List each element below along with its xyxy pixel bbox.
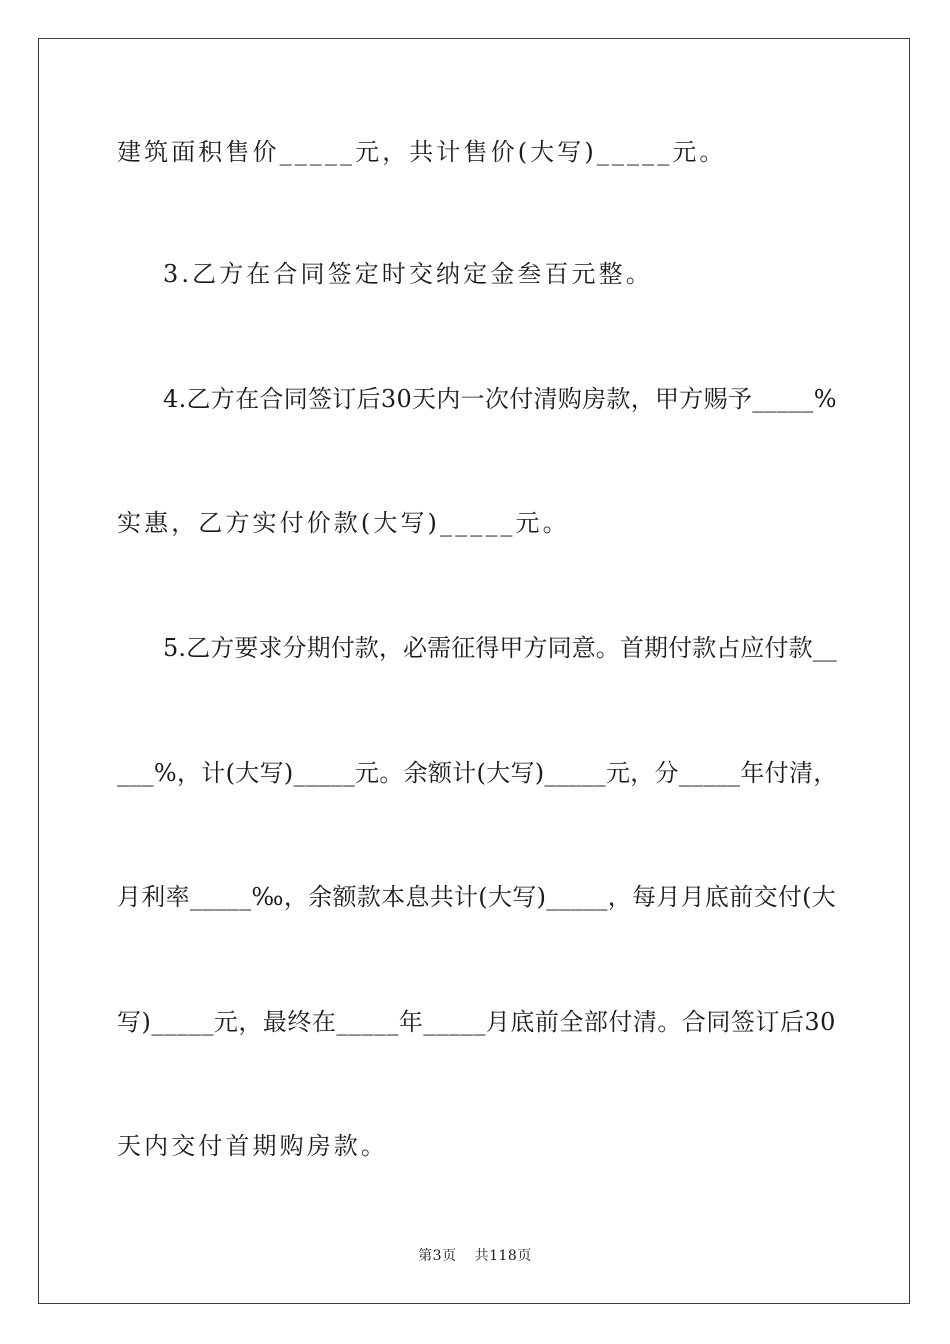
page-footer [0, 1246, 950, 1266]
page-total: 共118页 [474, 1248, 532, 1264]
text-line-7: 月利率_____‰，余额款本息共计(大写)_____，每月月底前交付(大 [117, 883, 837, 911]
text-line-4: 实惠，乙方实付价款(大写)_____元。 [117, 509, 570, 537]
text-line-6: ___%，计(大写)_____元。余额计(大写)_____元，分_____年付清， [117, 759, 838, 787]
page-number: 第3页 [418, 1248, 457, 1264]
text-line-3: 4.乙方在合同签订后30天内一次付清购房款，甲方赐予_____% [163, 385, 837, 413]
text-line-9: 天内交付首期购房款。 [117, 1132, 388, 1160]
text-line-5: 5.乙方要求分期付款，必需征得甲方同意。首期付款占应付款__ [163, 634, 837, 662]
text-line-1: 建筑面积售价_____元，共计售价(大写)_____元。 [117, 138, 727, 166]
text-line-8: 写)_____元，最终在_____年_____月底前全部付清。合同签订后30 [117, 1008, 836, 1036]
text-line-2: 3.乙方在合同签定时交纳定金叁百元整。 [163, 260, 653, 288]
page-border [38, 38, 910, 1304]
